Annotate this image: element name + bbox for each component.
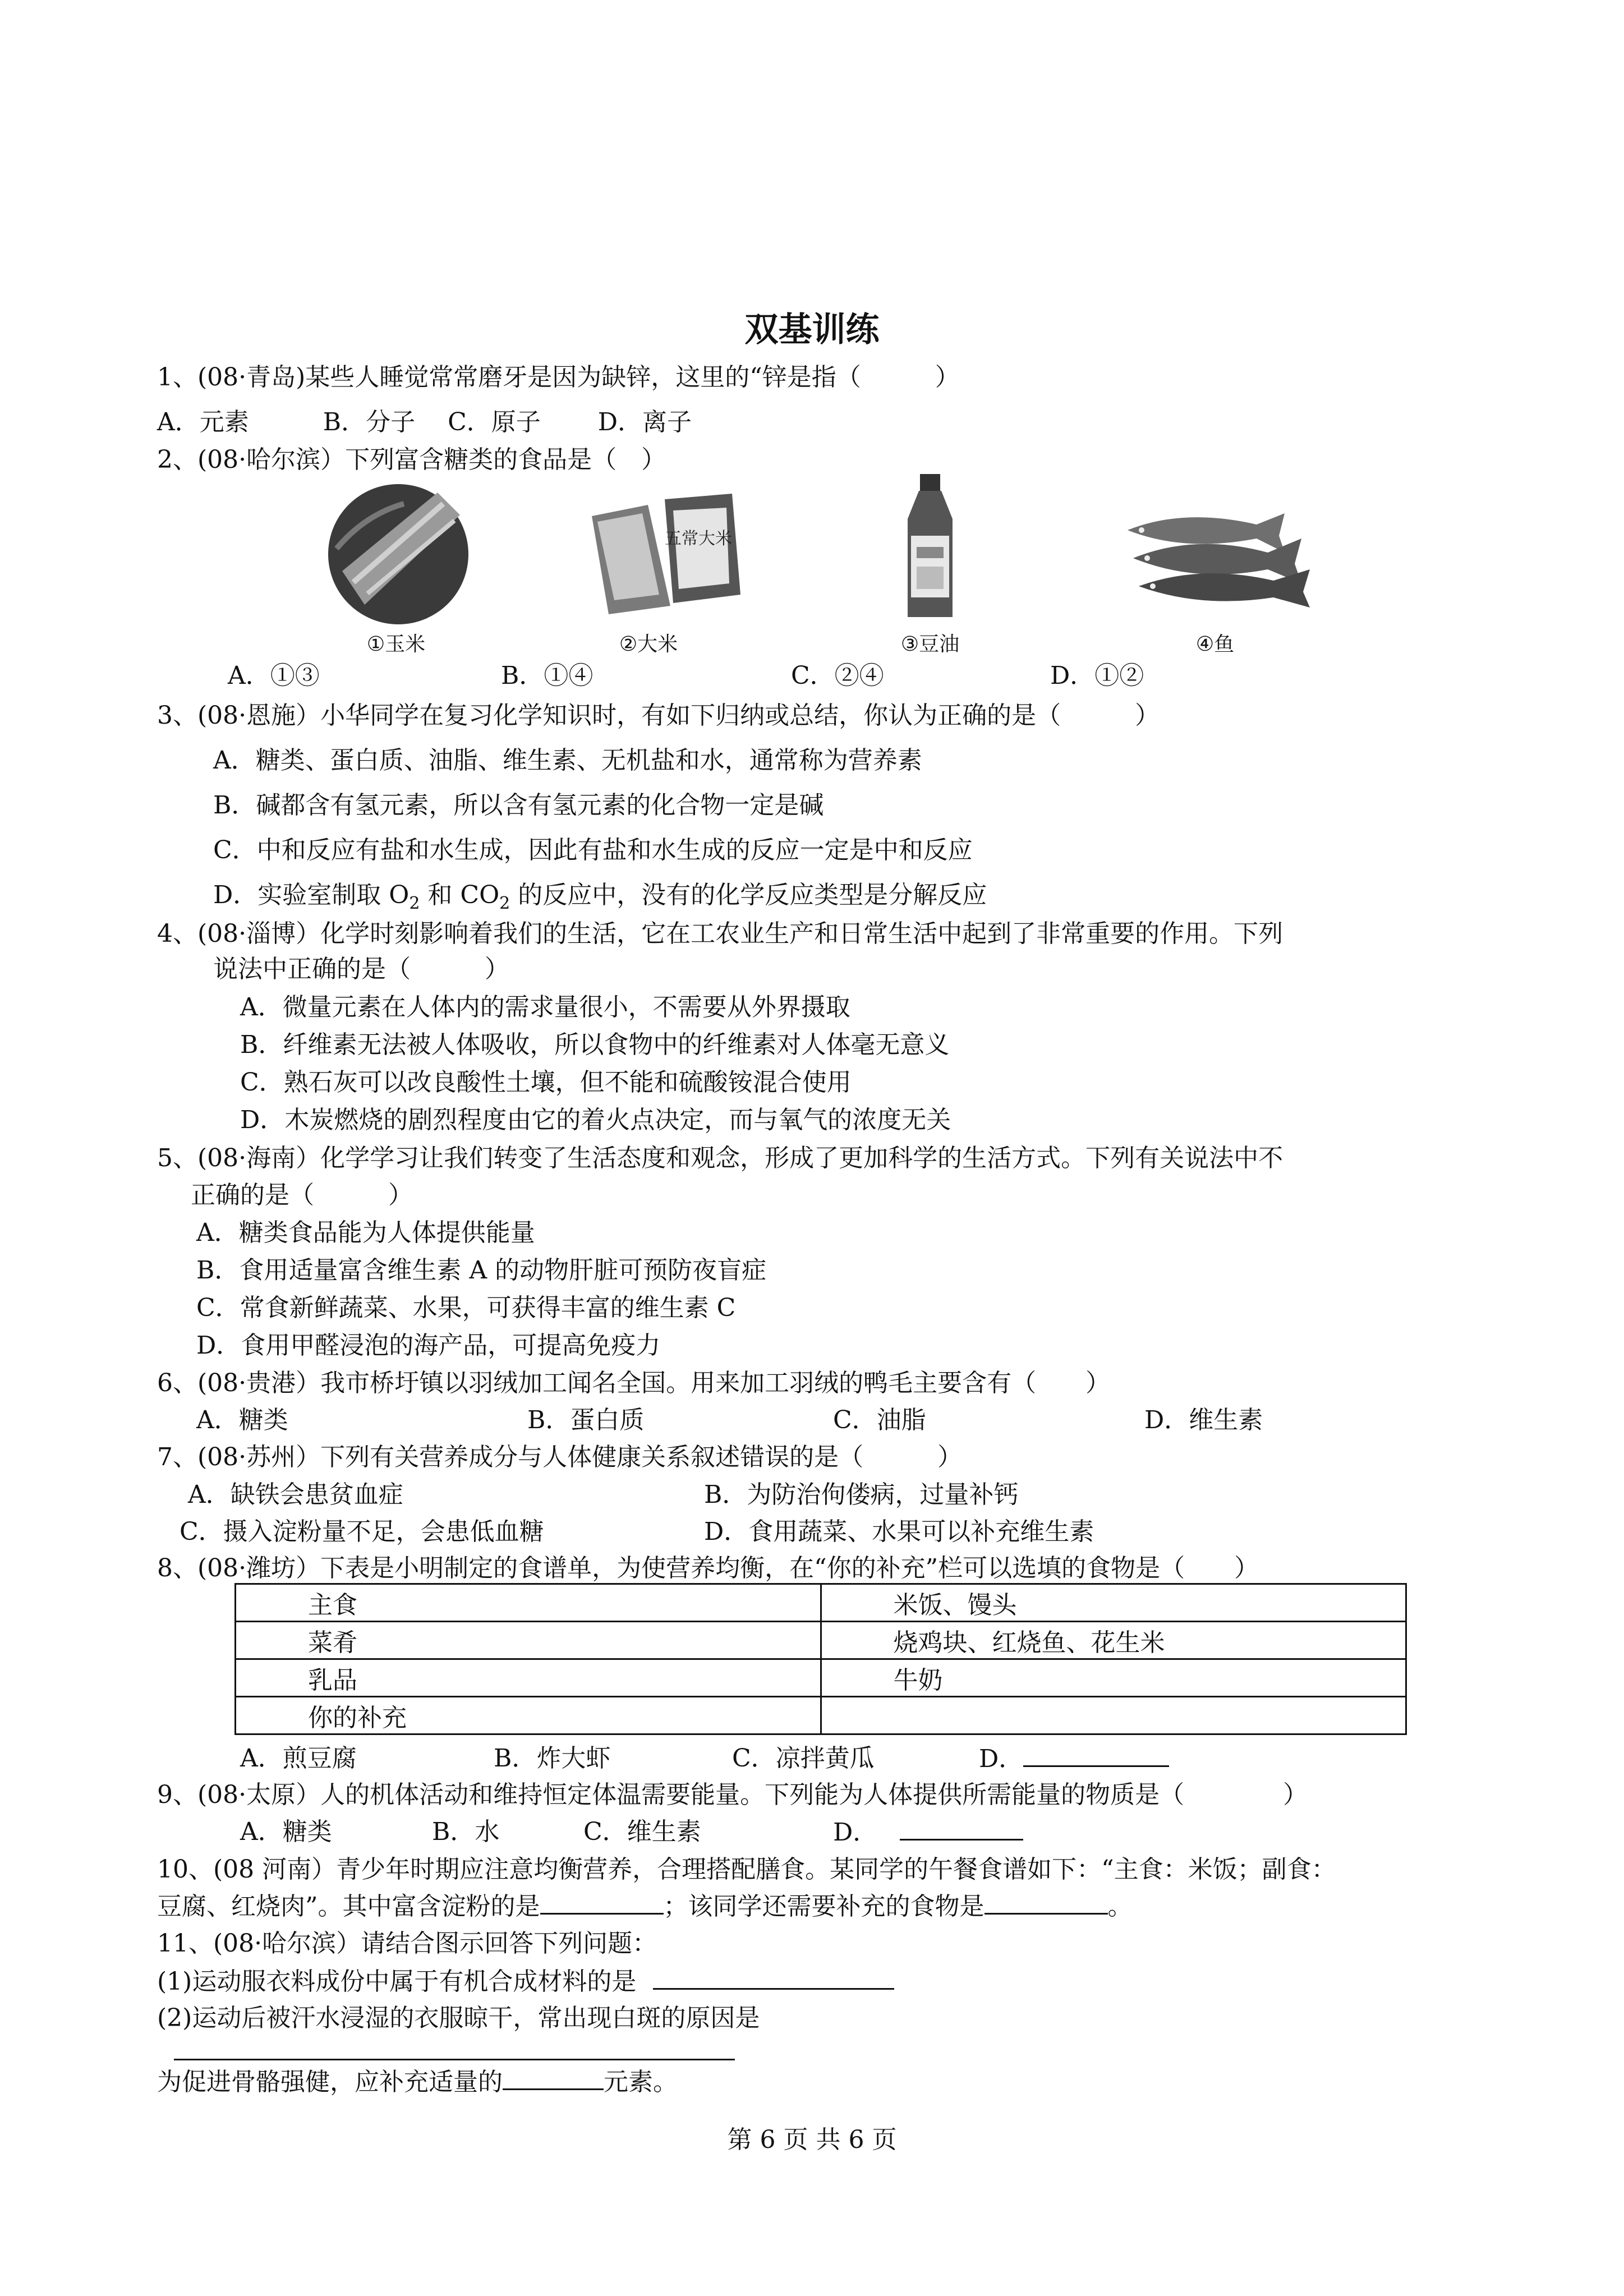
table-row: [236, 1584, 1406, 1622]
table-cell: [821, 1697, 1406, 1734]
table-cell: 乳品: [236, 1659, 821, 1697]
table-row: [236, 1659, 1406, 1697]
caption-rice: ②大米: [619, 633, 678, 656]
soybean-oil-image: [896, 474, 964, 623]
question-9-option-b: B．水: [432, 1818, 500, 1846]
table-cell: 菜肴: [236, 1622, 821, 1659]
answer-blank[interactable]: [984, 1890, 1108, 1915]
question-11-part-1: (1)运动服衣料成份中属于有机合成材料的是: [157, 1966, 894, 1998]
page-title: 双基训练: [744, 310, 880, 349]
question-5-option-a: A．糖类食品能为人体提供能量: [196, 1218, 535, 1247]
table-cell: 你的补充: [236, 1697, 821, 1734]
question-9-option-a: A．糖类: [240, 1818, 332, 1846]
answer-blank[interactable]: [503, 2066, 604, 2090]
question-7-option-b: B．为防治佝偻病，过量补钙: [704, 1480, 1019, 1509]
question-4-stem-line2: 说法中正确的是（ ）: [213, 955, 509, 983]
table-cell: 牛奶: [821, 1659, 1406, 1697]
question-3-option-d: D．实验室制取 $O_2$ 和 $CO_2$ 的反应中，没有的化学反应类型是分解反应: [213, 881, 987, 913]
caption-oil: ③豆油: [900, 633, 960, 656]
answer-blank[interactable]: [540, 1890, 664, 1915]
question-7-option-a: A．缺铁会患贫血症: [188, 1480, 403, 1509]
question-5-option-d: D．食用甲醛浸泡的海产品，可提高免疫力: [196, 1331, 661, 1360]
question-8-stem: 8、(08·潍坊）下表是小明制定的食谱单，为使营养均衡，在“你的补充”栏可以选填的食物是（ ）: [157, 1554, 1259, 1582]
corn-image: [320, 481, 477, 633]
question-3-option-b: B．碱都含有氢元素，所以含有氢元素的化合物一定是碱: [213, 791, 824, 820]
question-5-option-c: C．常食新鲜蔬菜、水果，可获得丰富的维生素 C: [196, 1294, 736, 1322]
question-10-line1: 10、(08 河南）青少年时期应注意均衡营养，合理搭配膳食。某同学的午餐食谱如下：“主食：米饭；副食：: [157, 1855, 1336, 1884]
answer-blank[interactable]: [900, 1816, 1023, 1841]
answer-blank[interactable]: [653, 1966, 894, 1990]
question-8-option-c: C．凉拌黄瓜: [732, 1744, 875, 1773]
question-6-option-c: C．油脂: [833, 1406, 926, 1434]
question-10-line2: 豆腐、红烧肉”。其中富含淀粉的是 ；该同学还需要补充的食物是 。: [157, 1890, 1133, 1922]
question-11-part-3: 为促进骨骼强健，应补充适量的 元素。: [157, 2066, 678, 2098]
question-6-option-a: A．糖类: [196, 1406, 288, 1434]
page-footer: 第 6 页 共 6 页: [727, 2125, 897, 2154]
question-3-option-a: A．糖类、蛋白质、油脂、维生素、无机盐和水，通常称为营养素: [213, 746, 922, 775]
question-3-stem: 3、(08·恩施）小华同学在复习化学知识时，有如下归纳或总结，你认为正确的是（ ）: [157, 701, 1160, 730]
question-9-stem: 9、(08·太原）人的机体活动和维持恒定体温需要能量。下列能为人体提供所需能量的物质是（ ）: [157, 1780, 1308, 1809]
menu-table: [234, 1583, 1407, 1735]
question-9-option-d: D．: [833, 1816, 1023, 1848]
question-6-option-b: B．蛋白质: [527, 1406, 645, 1434]
question-3-option-c: C．中和反应有盐和水生成，因此有盐和水生成的反应一定是中和反应: [213, 836, 973, 864]
question-5-option-b: B．食用适量富含维生素 A 的动物肝脏可预防夜盲症: [196, 1256, 767, 1285]
rice-bag-text: 五常大米: [665, 529, 732, 549]
question-6-option-d: D．维生素: [1144, 1406, 1263, 1434]
question-2-option-b: B．①④: [501, 661, 594, 690]
answer-line[interactable]: [174, 2059, 735, 2060]
caption-corn: ①玉米: [366, 633, 426, 656]
question-4-option-c: C．熟石灰可以改良酸性土壤，但不能和硫酸铵混合使用: [240, 1068, 852, 1097]
question-8-option-d: D．: [979, 1743, 1169, 1775]
question-1-stem: 1、(08·青岛)某些人睡觉常常磨牙是因为缺锌，这里的“锌是指（ ）: [157, 363, 960, 392]
question-4-option-a: A．微量元素在人体内的需求量很小，不需要从外界摄取: [240, 993, 850, 1022]
answer-blank[interactable]: [1023, 1743, 1169, 1767]
question-7-stem: 7、(08·苏州）下列有关营养成分与人体健康关系叙述错误的是（ ）: [157, 1443, 963, 1471]
question-11-stem: 11、(08·哈尔滨）请结合图示回答下列问题：: [157, 1929, 657, 1958]
question-2-stem: 2、(08·哈尔滨）下列富含糖类的食品是（ ）: [157, 445, 666, 474]
question-4-option-b: B．纤维素无法被人体吸收，所以食物中的纤维素对人体毫无意义: [240, 1030, 950, 1059]
question-2-option-a: A．①③: [228, 661, 320, 690]
question-8-option-b: B．炸大虾: [494, 1744, 611, 1773]
rice-image: [581, 482, 749, 617]
table-row: [236, 1622, 1406, 1659]
question-2-option-c: C．②④: [791, 661, 884, 690]
question-8-option-a: A．煎豆腐: [240, 1744, 357, 1773]
question-7-option-d: D．食用蔬菜、水果可以补充维生素: [704, 1517, 1094, 1546]
question-7-option-c: C．摄入淀粉量不足，会患低血糖: [180, 1517, 544, 1546]
question-9-option-c: C．维生素: [583, 1818, 701, 1846]
question-1-options: A．元素 B．分子 C．原子 D．离子: [157, 408, 692, 436]
question-11-part-2: (2)运动后被汗水浸湿的衣服晾干，常出现白斑的原因是: [157, 2004, 760, 2032]
question-4-stem-line1: 4、(08·淄博）化学时刻影响着我们的生活，它在工农业生产和日常生活中起到了非常重要的作用。下列: [157, 919, 1283, 948]
question-2-option-d: D．①②: [1050, 661, 1144, 690]
table-row: [236, 1697, 1406, 1734]
question-4-option-d: D．木炭燃烧的剧烈程度由它的着火点决定，而与氧气的浓度无关: [240, 1106, 951, 1134]
fish-image: [1116, 508, 1318, 609]
question-5-stem-line1: 5、(08·海南）化学学习让我们转变了生活态度和观念，形成了更加科学的生活方式。下列有关说法中不: [157, 1144, 1283, 1172]
table-cell: 烧鸡块、红烧鱼、花生米: [821, 1622, 1406, 1659]
caption-fish: ④鱼: [1195, 633, 1235, 656]
question-5-stem-line2: 正确的是（ ）: [191, 1181, 413, 1209]
question-6-stem: 6、(08·贵港）我市桥圩镇以羽绒加工闻名全国。用来加工羽绒的鸭毛主要含有（ ）: [157, 1369, 1111, 1397]
table-cell: 米饭、馒头: [821, 1584, 1406, 1622]
table-cell: 主食: [236, 1584, 821, 1622]
